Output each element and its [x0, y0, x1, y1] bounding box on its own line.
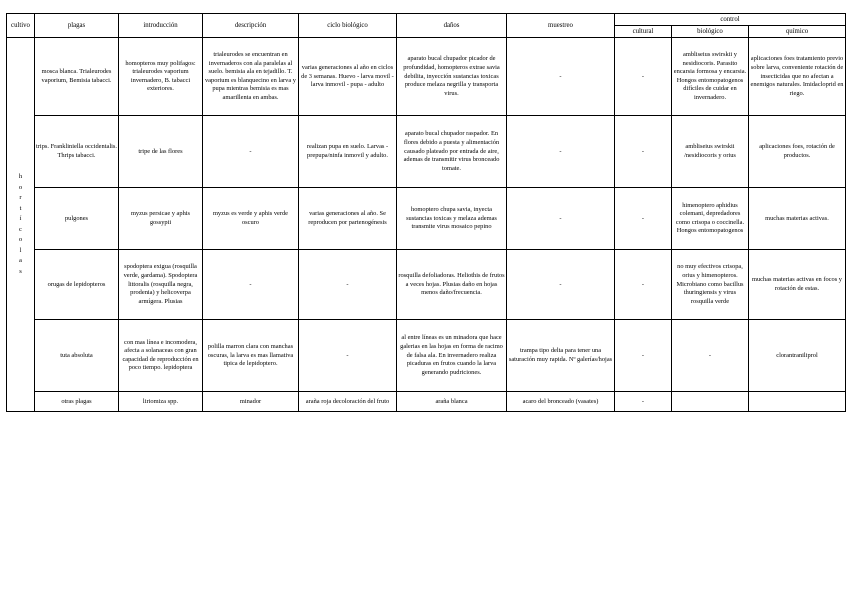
cell-ciclo: - [299, 250, 397, 320]
crop-letter: t [19, 204, 22, 212]
crop-letter: l [19, 246, 22, 254]
cell-biologico: ambliseius swirskii y nesidiocoris. Parasito encarsia formosa y encarsia. Hongos entomopatogenos difíciles de cuidar en invernadero. [672, 38, 749, 116]
header-cultivo: cultivo [7, 14, 35, 38]
cell-descripcion: polilla marron clara con manchas oscuras, la larva es mas llamativa tipica de lepidoptero. [203, 320, 299, 392]
header-ciclo: ciclo biológico [299, 14, 397, 38]
cell-descripcion: - [203, 116, 299, 188]
pest-control-table-sheet [6, 13, 846, 412]
table-row [7, 38, 846, 116]
cell-cultural: - [615, 250, 672, 320]
cell-danos: al entre líneas es un minadora que hace galerias en las hojas en forma de racimo de falsa ala. En invernadero realiza picaduras en frutos cuando la larva generando pudriciones. [397, 320, 507, 392]
cell-quimico: aplicaciones foes tratamiento previo sobre larva, conveniente rotación de insecticidas que no afectan a enemigos naturales. Imidacloprid en riego. [749, 38, 846, 116]
cell-descripcion: myzus es verde y aphis verde oscuro [203, 188, 299, 250]
cell-plagas: tuta absoluta [35, 320, 119, 392]
cell-cultural: - [615, 38, 672, 116]
table-row [7, 320, 846, 392]
cell-biologico: himenoptero aphidius colemani, depredadores como crisopa o coccinella. Hongos entomopatogenos [672, 188, 749, 250]
crop-label-vertical [7, 172, 34, 277]
header-descripcion: descripción [203, 14, 299, 38]
cell-danos: rosquilla defoliadoras. Heliothis de frutos a veces hojas. Plusias daño en hojas menos daño/frecuencia. [397, 250, 507, 320]
table-row [7, 116, 846, 188]
cell-plagas: orugas de lepidopteros [35, 250, 119, 320]
cell-quimico [749, 392, 846, 412]
cell-introduccion: liriomiza spp. [119, 392, 203, 412]
crop-cell [7, 38, 35, 412]
cell-ciclo: araña roja decoloración del fruto [299, 392, 397, 412]
cell-descripcion: trialeurodes se encuentran en invernaderos con ala paralelas al suelo. bemisia ala en tejadillo. T. vaporium es blanquecino en larva y pupa mientras bemisia es mas amarillenta en ambas. [203, 38, 299, 116]
cell-danos: aparato bucal chupador picador de profundidad, homopteros extrae savia debilita, inyección sustancias toxicas produce melaza negrilla y transporta virus. [397, 38, 507, 116]
cell-quimico: aplicaciones foes, rotación de productos. [749, 116, 846, 188]
cell-ciclo: - [299, 320, 397, 392]
cell-introduccion: spodoptera exigua (rosquilla verde, gardama). Spodoptera littoralis (rosquilla negra, prodenia) y helicoverpa armígera. Plusias [119, 250, 203, 320]
crop-letter: í [19, 215, 22, 223]
cell-ciclo: varias generaciones al año en ciclos de 3 semanas. Huevo - larva movil - larva inmovil - pupa - adulto [299, 38, 397, 116]
crop-letter: c [19, 225, 22, 233]
table-row [7, 392, 846, 412]
cell-muestreo: - [507, 116, 615, 188]
cell-muestreo: - [507, 188, 615, 250]
cell-muestreo: acaro del bronceado (vasates) [507, 392, 615, 412]
header-cultural: cultural [615, 26, 672, 38]
header-muestreo: muestreo [507, 14, 615, 38]
header-danos: daños [397, 14, 507, 38]
header-quimico: químico [749, 26, 846, 38]
header-introduccion: introducción [119, 14, 203, 38]
cell-plagas: pulgones [35, 188, 119, 250]
pest-control-table [6, 13, 846, 412]
crop-letter: o [18, 183, 23, 191]
cell-biologico: no muy efectivos crisopa, orius y himenopteros. Microbiano como bacillus thuringiensis y virus rosquilla verde [672, 250, 749, 320]
cell-quimico: muchas materias activas. [749, 188, 846, 250]
cell-quimico: clorantraniliprol [749, 320, 846, 392]
cell-ciclo: varias generaciones al año. Se reproducen por partenogénesis [299, 188, 397, 250]
crop-letter: s [19, 267, 22, 275]
cell-introduccion: myzus persicae y aphis gossypii [119, 188, 203, 250]
cell-biologico: ambliseius swirskii /nesidiocoris y orius [672, 116, 749, 188]
cell-plagas: mosca blanca. Trialeurodes vaporium, Bemisia tabacci. [35, 38, 119, 116]
cell-danos: homoptero chupa savia, inyecta sustancias toxicas y melaza ademas transmite virus mosaico pepino [397, 188, 507, 250]
cell-ciclo: realizan pupa en suelo. Larvas - prepupa/ninfa inmovil y adulto. [299, 116, 397, 188]
cell-introduccion: homopteros muy polifagos: trialeurodes vaporium invernadero, B. tabacci exteriores. [119, 38, 203, 116]
cell-muestreo: - [507, 250, 615, 320]
cell-cultural: - [615, 188, 672, 250]
table-row [7, 250, 846, 320]
cell-cultural: - [615, 320, 672, 392]
cell-descripcion: - [203, 250, 299, 320]
cell-muestreo: - [507, 38, 615, 116]
cell-biologico [672, 392, 749, 412]
cell-quimico: muchas materias activas en focos y rotación de estas. [749, 250, 846, 320]
cell-introduccion: tripe de las flores [119, 116, 203, 188]
cell-danos: araña blanca [397, 392, 507, 412]
header-row [7, 14, 846, 26]
cell-biologico: - [672, 320, 749, 392]
crop-letter: h [18, 173, 23, 181]
header-control: control [615, 14, 846, 26]
cell-cultural: - [615, 116, 672, 188]
header-biologico: biológico [672, 26, 749, 38]
header-plagas: plagas [35, 14, 119, 38]
cell-introduccion: con mas línea e incomodera, afecta a solanaceas con gran capacidad de reproducción en poco tiempo. lepidoptera [119, 320, 203, 392]
cell-danos: aparato bucal chupador raspador. En flores debido a puesta y alimentación causado plateado por entrada de aire, ademas de transmitir virus bronceado tomate. [397, 116, 507, 188]
crop-letter: r [19, 194, 22, 202]
crop-letter: o [18, 236, 23, 244]
cell-cultural: - [615, 392, 672, 412]
cell-plagas: trips. Frankliniella occidentalis. Thrips tabacci. [35, 116, 119, 188]
cell-descripcion: minador [203, 392, 299, 412]
table-row [7, 188, 846, 250]
cell-plagas: otras plagas [35, 392, 119, 412]
crop-letter: a [19, 257, 22, 265]
cell-muestreo: trampa tipo delta para tener una saturación muy rapida. Nº galerías/hojas [507, 320, 615, 392]
